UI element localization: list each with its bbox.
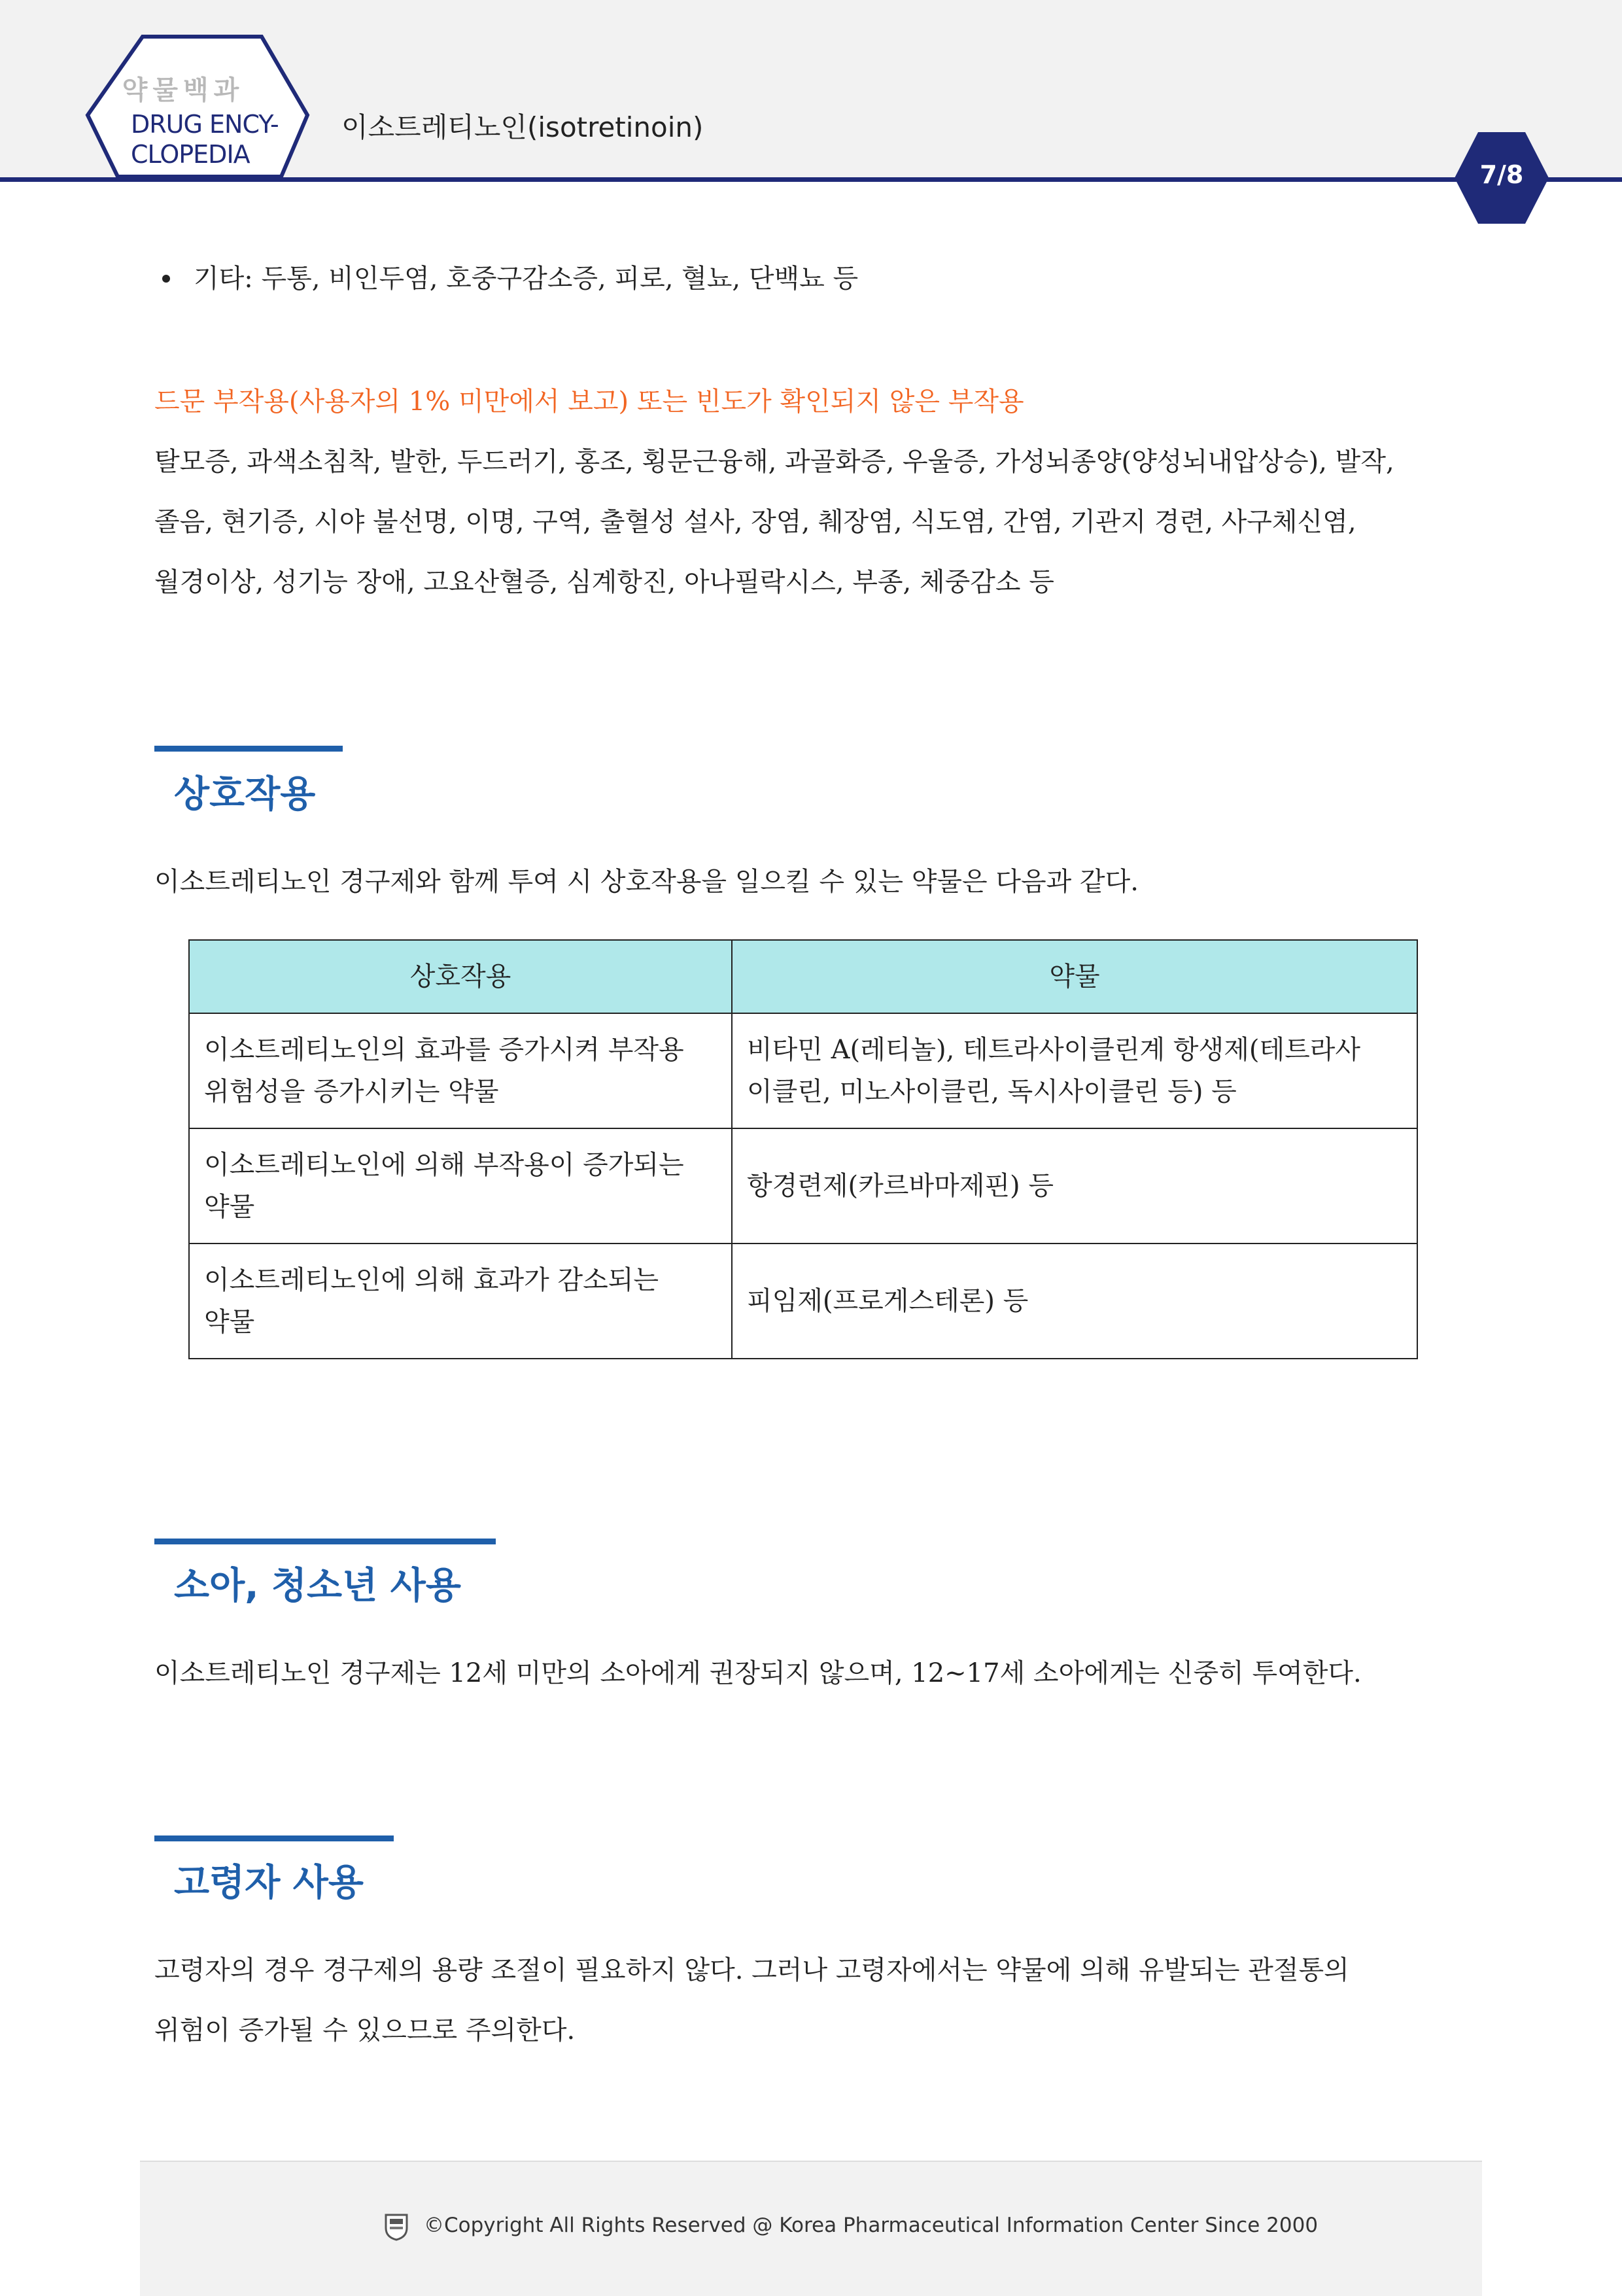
cell-text: 비타민 A(레티놀), 테트라사이클린계 항생제(테트라사 <box>747 1035 1361 1065</box>
cell-text: 약물 <box>204 1192 255 1222</box>
cell-text: 이클린, 미노사이클린, 독시사이클린 등) 등 <box>747 1077 1237 1107</box>
other-side-effects-bullet: 기타: 두통, 비인두염, 호중구감소증, 피로, 혈뇨, 단백뇨 등 <box>194 264 859 294</box>
table-cell-drugs <box>732 1013 1417 1128</box>
cell-text: 위험성을 증가시키는 약물 <box>204 1077 499 1107</box>
table-cell-effect <box>189 1128 732 1244</box>
table-header-cell: 상호작용 <box>189 940 732 1013</box>
interactions-table <box>188 939 1418 1359</box>
pediatric-text: 이소트레티노인 경구제는 12세 미만의 소아에게 권장되지 않으며, 12~17세 소아에게는 신중히 투여한다. <box>154 1658 1362 1688</box>
rare-side-effects-line: 월경이상, 성기능 장애, 고요산혈증, 심계항진, 아나필락시스, 부종, 체중감소 등 <box>154 567 1054 597</box>
table-row <box>189 1128 1417 1244</box>
elderly-text-line: 위험이 증가될 수 있으므로 주의한다. <box>154 2015 576 2045</box>
bullet-icon <box>162 275 170 283</box>
interactions-intro: 이소트레티노인 경구제와 함께 투여 시 상호작용을 일으킬 수 있는 약물은 다음과 같다. <box>154 867 1139 897</box>
rare-side-effects-line: 탈모증, 과색소침착, 발한, 두드러기, 홍조, 횡문근융해, 과골화증, 우울증, 가성뇌종양(양성뇌내압상승), 발작, <box>154 447 1394 477</box>
table-cell-effect <box>189 1013 732 1128</box>
cell-text: 이소트레티노인의 효과를 증가시켜 부작용 <box>204 1035 684 1065</box>
table-row <box>189 1244 1417 1359</box>
rare-side-effects-heading: 드문 부작용(사용자의 1% 미만에서 보고) 또는 빈도가 확인되지 않은 부작용 <box>154 387 1024 417</box>
cell-text: 이소트레티노인에 의해 부작용이 증가되는 <box>204 1150 684 1180</box>
interactions-section-title: 상호작용 <box>174 773 316 816</box>
cell-text: 약물 <box>204 1307 255 1337</box>
cell-text: 피임제(프로게스테론) 등 <box>747 1286 1029 1316</box>
page-indicator: 7/8 <box>1479 160 1524 189</box>
table-header-row <box>189 940 1417 1013</box>
table-cell-effect <box>189 1244 732 1359</box>
elderly-section-title: 고령자 사용 <box>174 1862 364 1904</box>
section-accent-bar <box>154 1539 496 1544</box>
table-row <box>189 1013 1417 1128</box>
table-header-cell: 약물 <box>732 940 1417 1013</box>
elderly-text-line: 고령자의 경우 경구제의 용량 조절이 필요하지 않다. 그러나 고령자에서는 약물에 의해 유발되는 관절통의 <box>154 1955 1349 1985</box>
section-accent-bar <box>154 1835 394 1841</box>
table-cell-drugs <box>732 1244 1417 1359</box>
pediatric-section-title: 소아, 청소년 사용 <box>174 1565 461 1607</box>
table-cell-drugs <box>732 1128 1417 1244</box>
header-divider <box>0 177 1622 182</box>
cell-text: 이소트레티노인에 의해 효과가 감소되는 <box>204 1265 659 1295</box>
section-accent-bar <box>154 746 343 752</box>
document-title: 이소트레티노인(isotretinoin) <box>341 111 704 143</box>
logo-text-line1: DRUG ENCY- <box>131 110 279 139</box>
crest-icon <box>383 2212 409 2241</box>
footer-copyright: ©Copyright All Rights Reserved @ Korea Pharmaceutical Information Center Since 2000 <box>424 2214 1319 2237</box>
cell-text: 항경련제(카르바마제핀) 등 <box>747 1171 1054 1201</box>
logo-text-line2: CLOPEDIA <box>131 140 250 169</box>
logo-korean-text: 약물백과 <box>122 75 245 105</box>
rare-side-effects-line: 졸음, 현기증, 시야 불선명, 이명, 구역, 출혈성 설사, 장염, 췌장염, 식도염, 간염, 기관지 경련, 사구체신염, <box>154 507 1356 537</box>
